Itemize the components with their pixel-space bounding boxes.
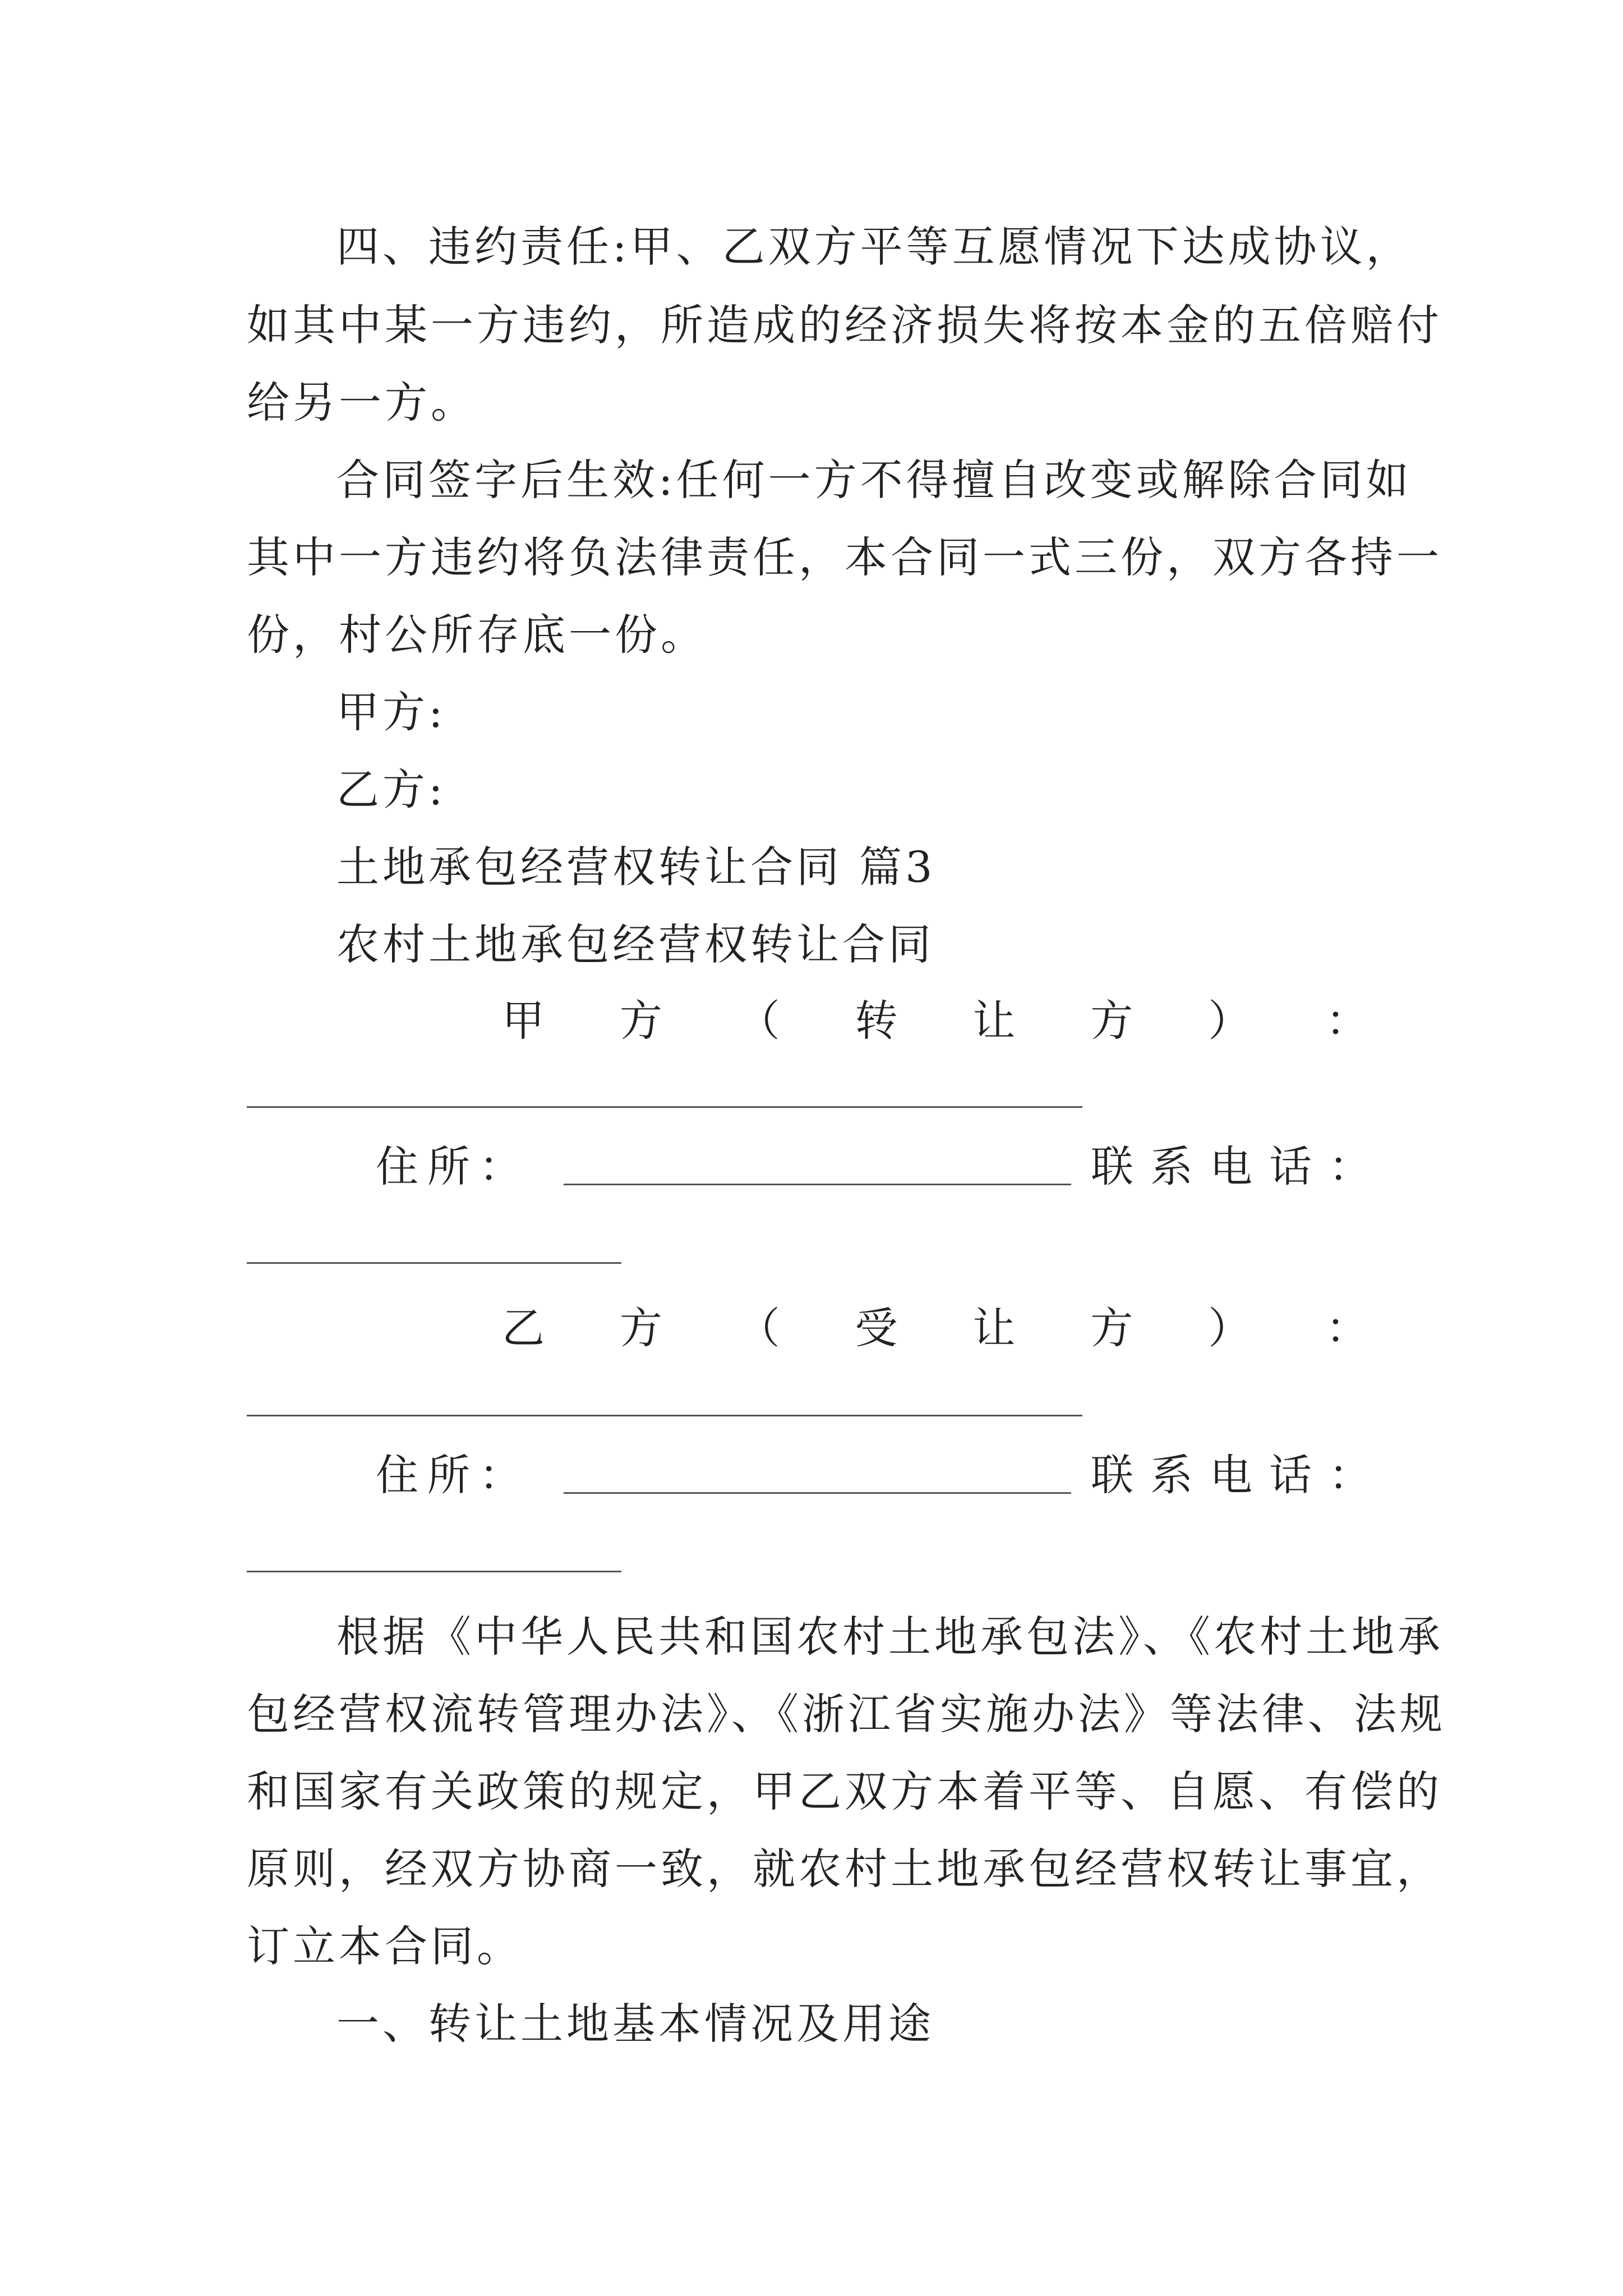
party-a-phone-blank[interactable] <box>247 1262 621 1264</box>
effect-paragraph-line-1: 合同签字后生效:任何一方不得擅自改变或解除合同如 <box>336 455 1412 505</box>
char: 方 <box>619 1303 662 1353</box>
breach-paragraph-line-3: 给另一方。 <box>247 378 477 427</box>
contract-title: 农村土地承包经营权转让合同 <box>336 919 934 969</box>
section-title: 土地承包经营权转让合同 篇3 <box>336 842 936 892</box>
char: 甲 <box>502 996 545 1046</box>
party-b-name-blank[interactable] <box>247 1415 1082 1416</box>
char: 让 <box>972 996 1016 1046</box>
effect-paragraph-line-2: 其中一方违约将负法律责任，本合同一式三份，双方各持一 <box>247 532 1442 582</box>
party-a-name-blank[interactable] <box>247 1106 1082 1108</box>
party-b-transferee-label <box>502 1300 1368 1356</box>
char: 转 <box>855 996 898 1046</box>
char: （ <box>737 996 780 1046</box>
party-a-phone-label: 联 系 电 话 ： <box>1091 1142 1371 1191</box>
char: 方 <box>1090 1303 1133 1353</box>
char: 方 <box>1090 996 1133 1046</box>
char: 受 <box>855 1303 898 1353</box>
party-b-phone-label: 联 系 电 话 ： <box>1091 1450 1371 1500</box>
party-a-signature-label: 甲方: <box>336 687 446 737</box>
breach-paragraph-line-2: 如其中某一方违约，所造成的经济损失将按本金的五倍赔付 <box>247 300 1442 350</box>
char: 让 <box>972 1303 1016 1353</box>
breach-paragraph-line-1: 四、违约责任:甲、乙双方平等互愿情况下达成协议， <box>336 222 1412 272</box>
party-a-address-label: 住 所 ： <box>376 1142 522 1191</box>
basis-paragraph-line-4: 原则，经双方协商一致，就农村土地承包经营权转让事宜， <box>247 1844 1442 1894</box>
char: ） <box>1208 1303 1251 1353</box>
party-a-transferor-label <box>502 993 1368 1049</box>
basis-paragraph-line-2: 包经营权流转管理办法》、《浙江省实施办法》等法律、法规 <box>247 1689 1446 1739</box>
party-b-phone-blank[interactable] <box>247 1571 621 1572</box>
char: ： <box>1325 996 1368 1046</box>
basis-paragraph-line-1: 根据《中华人民共和国农村土地承包法》、《农村土地承 <box>336 1612 1444 1662</box>
party-b-signature-label: 乙方: <box>336 765 446 815</box>
party-a-address-blank[interactable] <box>564 1184 1071 1185</box>
effect-paragraph-line-3: 份，村公所存底一份。 <box>247 610 707 660</box>
clause-1-heading: 一、转让土地基本情况及用途 <box>336 1999 934 2049</box>
char: （ <box>737 1303 780 1353</box>
party-b-address-label: 住 所 ： <box>376 1450 522 1500</box>
party-b-address-blank[interactable] <box>564 1492 1071 1494</box>
char: ： <box>1325 1303 1368 1353</box>
char: ） <box>1208 996 1251 1046</box>
basis-paragraph-line-5: 订立本合同。 <box>247 1921 523 1971</box>
char: 方 <box>619 996 662 1046</box>
basis-paragraph-line-3: 和国家有关政策的规定，甲乙双方本着平等、自愿、有偿的 <box>247 1766 1442 1816</box>
char: 乙 <box>502 1303 545 1353</box>
